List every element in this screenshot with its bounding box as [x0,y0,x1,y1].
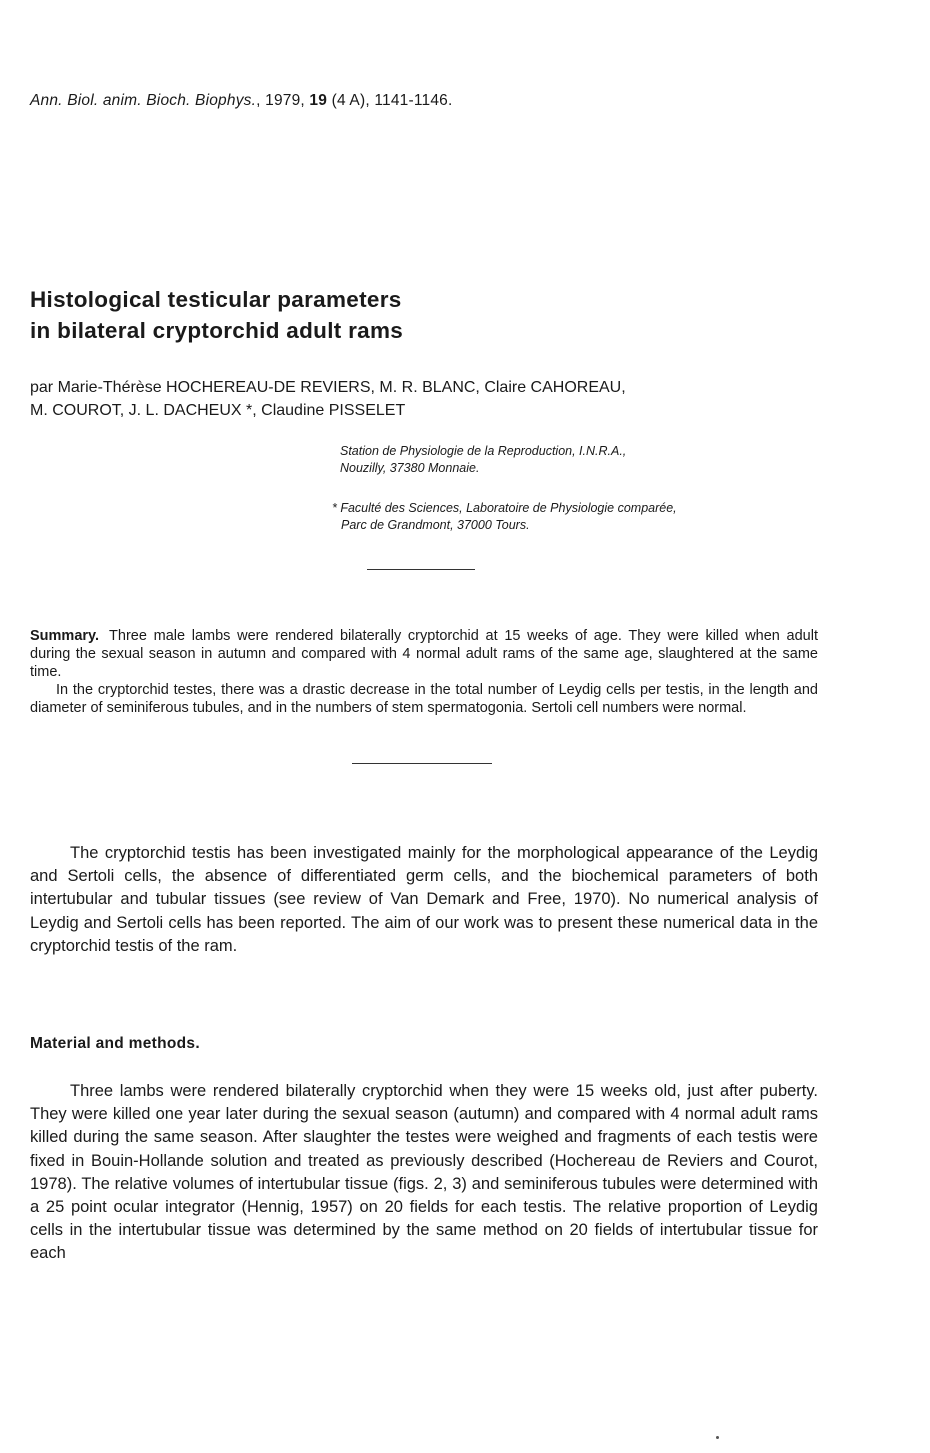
summary-paragraph-2: In the cryptorchid testes, there was a drastic decrease in the total number of Leydig cells per testis, in the length and diameter of seminiferous tubules, and in the numbers of stem spermatogonia. Sertoli cell numbers were normal. [30,682,818,716]
summary-section [30,627,818,717]
journal-name: Ann. Biol. anim. Bioch. Biophys. [30,92,257,109]
affiliation-2-line-2: Parc de Grandmont, 37000 Tours. [341,518,530,532]
journal-volume: 19 [309,92,328,109]
scan-speck [716,1436,719,1439]
methods-section [30,1080,818,1266]
affiliation-1-line-1: Station de Physiologie de la Reproduction, I.N.R.A., [340,444,627,458]
introduction-paragraph: The cryptorchid testis has been investigated mainly for the morphological appearance of the Leydig and Sertoli cells, the absence of differentiated germ cells, and the biochemical parameters of both intertubular and tubular tissues (see review of Van Demark and Free, 1970). No numerical analysis of Leydig and Sertoli cells has been reported. The aim of our work was to present these numerical data in the cryptorchid testis of the ram. [30,844,818,955]
affiliation-1-line-2: Nouzilly, 37380 Monnaie. [340,461,480,475]
summary-heading: Summary. [30,628,100,644]
introduction-section [30,842,818,958]
affiliation-inra [340,443,810,477]
authors-line-1: par Marie-Thérèse HOCHEREAU-DE REVIERS, M. R. BLANC, Claire CAHOREAU, [30,379,626,396]
authors-line-2: M. COUROT, J. L. DACHEUX *, Claudine PISSELET [30,402,406,419]
affiliation-faculte [332,500,802,534]
journal-issue-pages: (4 A), 1141-1146. [327,92,453,109]
journal-citation [30,92,452,110]
summary-text-1: Three male lambs were rendered bilaterally cryptorchid at 15 weeks of age. They were killed when adult during the sexual season in autumn and compared with 4 normal adult rams of the same age, slaughtered at the same time. [30,628,818,680]
summary-paragraph-1 [30,627,818,681]
divider-rule [367,569,475,570]
title-line-2: in bilateral cryptorchid adult rams [30,318,404,343]
methods-heading: Material and methods. [30,1035,200,1052]
author-list [30,376,830,422]
article-title [30,284,790,346]
journal-year: , 1979, [256,92,310,109]
title-line-1: Histological testicular parameters [30,287,402,312]
methods-paragraph: Three lambs were rendered bilaterally cryptorchid when they were 15 weeks old, just after puberty. They were killed one year later during the sexual season (autumn) and compared with 4 normal adult rams killed during the same season. After slaughter the testes were weighed and fragments of each testis were fixed in Bouin-Hollande solution and treated as previously described (Hochereau de Reviers and Courot, 1978). The relative volumes of intertubular tissue (figs. 2, 3) and seminiferous tubules were determined with a 25 point ocular integrator (Hennig, 1957) on 20 fields for each testis. The relative proportion of Leydig cells in the intertubular tissue was determined by the same method on 20 fields of intertubular tissue for each [30,1082,818,1263]
divider-rule [352,763,492,764]
affiliation-2-line-1: * Faculté des Sciences, Laboratoire de Physiologie comparée, [332,501,677,515]
